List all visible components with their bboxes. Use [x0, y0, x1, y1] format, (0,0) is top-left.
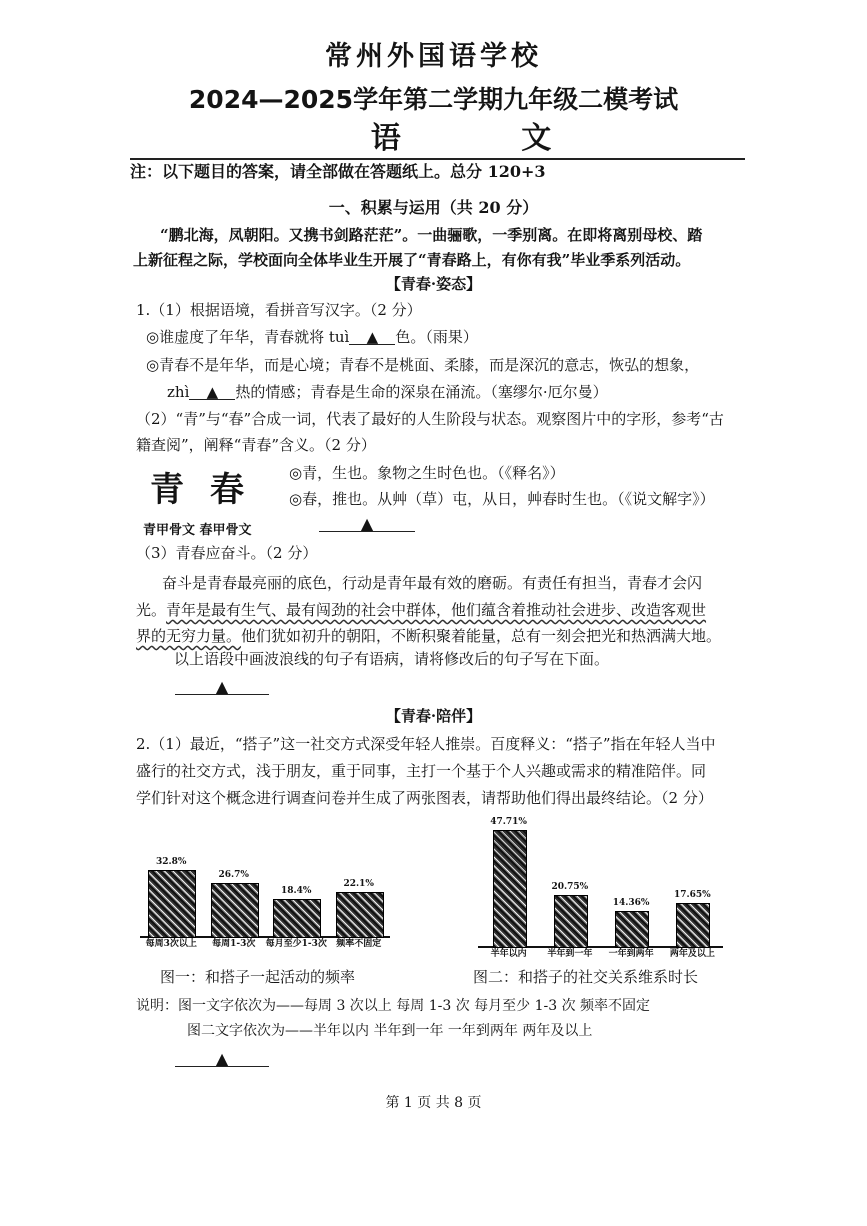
- ref-shiming: ◎青，生也。象物之生时色也。（《释名》）: [289, 464, 565, 482]
- bar-category-label: 两年及以上: [669, 949, 715, 959]
- bar-1: [554, 895, 588, 948]
- school-name: 常州外国语学校: [325, 41, 542, 72]
- bar-value-label: 17.65%: [674, 889, 711, 900]
- q1-part3-line3: [136, 625, 721, 647]
- bar-value-label: 14.36%: [612, 897, 650, 908]
- answer-triangle-icon: ▲: [215, 1049, 229, 1068]
- section-intro-line2: 上新征程之际，学校面向全体毕业生开展了“青春路上，有你有我”毕业季系列活动。: [133, 251, 691, 269]
- answer-triangle-icon: ▲: [360, 514, 374, 533]
- chart-explain-2: 图二文字依次为——半年以内 半年到一年 一年到两年 两年及以上: [187, 1023, 593, 1039]
- q1-item2-line2: [167, 381, 608, 403]
- q1-item2-line1: ◎青春不是年华，而是心境；青春不是桃面、柔膝，而是深沉的意志，恢弘的想象，: [146, 356, 700, 374]
- bar-value-label: 47.71%: [490, 816, 527, 827]
- answer-blank[interactable]: [319, 514, 415, 533]
- bar-1: [211, 883, 259, 938]
- q2-line2: 盛行的社交方式，浅于朋友，重于同事，主打一个基于个人兴趣或需求的精准陪伴。同: [136, 762, 707, 780]
- answer-triangle-icon: ▲: [206, 383, 219, 401]
- subsection-youth-companion: 【青春·陪伴】: [385, 707, 482, 725]
- q1-item1: [146, 326, 478, 348]
- chart1-title: 图一：和搭子一起活动的频率: [160, 968, 356, 986]
- bar-category-label: 半年以内: [490, 949, 527, 959]
- answer-triangle-icon: ▲: [215, 677, 229, 696]
- bar-category-label: 频率不固定: [336, 939, 382, 949]
- ref-shuowen: ◎春，推也。从艸（草）屯，从日，艸春时生也。（《说文解字》）: [289, 490, 715, 508]
- chart-explain-1: 说明：图一文字依次为——每周 3 次以上 每周 1-3 次 每月至少 1-3 次 频率不固定: [136, 998, 651, 1014]
- glyph-caption: 青甲骨文 春甲骨文: [143, 523, 252, 538]
- bar-0: [493, 830, 527, 948]
- q1-item2-text: 热的情感；青春是生命的深泉在涌流。（塞缪尔·厄尔曼）: [235, 383, 608, 401]
- subsection-youth-posture: 【青春·姿态】: [385, 275, 482, 293]
- q1-part3-line3-rest: 他们犹如初升的朝阳，不断积聚着能量，总有一刻会把光和热洒满大地。: [241, 627, 722, 645]
- answer-blank[interactable]: [175, 1049, 269, 1068]
- bar-value-label: 18.4%: [281, 886, 312, 897]
- q1-part2-line1: （2）“青”与“春”合成一词，代表了最好的人生阶段与状态。观察图片中的字形，参考“古: [136, 410, 724, 428]
- q1-part3-line2: [136, 599, 706, 621]
- bar-value-label: 22.1%: [343, 878, 374, 889]
- subject-title: 语 文: [370, 121, 607, 156]
- q1-part3-instruction: 以上语段中画波浪线的句子有语病，请将修改后的句子写在下面。: [174, 650, 610, 668]
- bar-value-label: 20.75%: [551, 882, 589, 893]
- header-rule: [130, 158, 745, 160]
- oracle-qing-glyph: 青: [150, 470, 184, 510]
- chart2-title: 图二：和搭子的社交关系维系时长: [473, 968, 699, 986]
- bar-0: [148, 870, 196, 938]
- section-intro-line1: “鹏北海，凤朝阳。又携书剑路茫茫”。一曲骊歌，一季别离。在即将离别母校、踏: [160, 226, 703, 244]
- exam-title: 2024—2025学年第二学期九年级二模考试: [188, 85, 679, 114]
- answer-triangle-icon: ▲: [366, 328, 379, 346]
- bar-2: [615, 911, 649, 948]
- q1-item1-text-b: 色。（雨果）: [395, 328, 478, 346]
- q2-line3: 学们针对这个概念进行调查问卷并生成了两张图表，请帮助他们得出最终结论。（2 分）: [136, 789, 713, 807]
- q1-part2-line2: 籍查阅”，阐释“青春”含义。（2 分）: [136, 436, 376, 454]
- bar-category-label: 半年到一年: [547, 949, 593, 959]
- bar-value-label: 32.8%: [156, 857, 187, 868]
- bar-3: [336, 892, 384, 938]
- section-title: 一、积累与运用（共 20 分）: [328, 198, 539, 217]
- oracle-chun-glyph: 春: [210, 470, 244, 510]
- page-footer: 第 1 页 共 8 页: [385, 1095, 482, 1111]
- exam-note: 注：以下题目的答案，请全部做在答题纸上。总分 120+3: [130, 162, 546, 181]
- bar-3: [676, 903, 710, 948]
- q1-part3-line2-start: 光。: [136, 601, 167, 619]
- q1-part3-line1: 奋斗是青春最亮丽的底色，行动是青年最有效的磨砺。有责任有担当，青春才会闪: [162, 574, 703, 592]
- bar-2: [273, 899, 321, 938]
- q2-line1: 2.（1）最近，“搭子”这一社交方式深受年轻人推崇。百度释义：“搭子”指在年轻人当中: [136, 735, 716, 753]
- chart-frequency: [140, 840, 390, 960]
- q1-item1-text-a: ◎谁虚度了年华，青春就将 tuì: [146, 328, 350, 346]
- q1-part1-label: 1.（1）根据语境，看拼音写汉字。（2 分）: [136, 301, 422, 319]
- answer-blank[interactable]: [349, 330, 395, 345]
- q1-item2-pinyin: zhì: [167, 383, 190, 401]
- answer-blank[interactable]: [189, 385, 235, 400]
- wavy-sentence-part2: 界的无穷力量。: [136, 627, 242, 645]
- q1-part3-label: （3）青春应奋斗。（2 分）: [136, 544, 318, 562]
- bar-category-label: 每月至少1-3次: [265, 939, 327, 949]
- bar-category-label: 一年到两年: [608, 949, 654, 959]
- chart-duration: [478, 808, 723, 960]
- bar-category-label: 每周3次以上: [145, 939, 197, 949]
- answer-blank[interactable]: [175, 677, 269, 696]
- bar-category-label: 每周1-3次: [212, 939, 256, 949]
- wavy-sentence-part1: 青年是最有生气、最有闯劲的社会中群体，他们蕴含着推动社会进步、改造客观世: [166, 601, 707, 619]
- bar-value-label: 26.7%: [218, 869, 249, 880]
